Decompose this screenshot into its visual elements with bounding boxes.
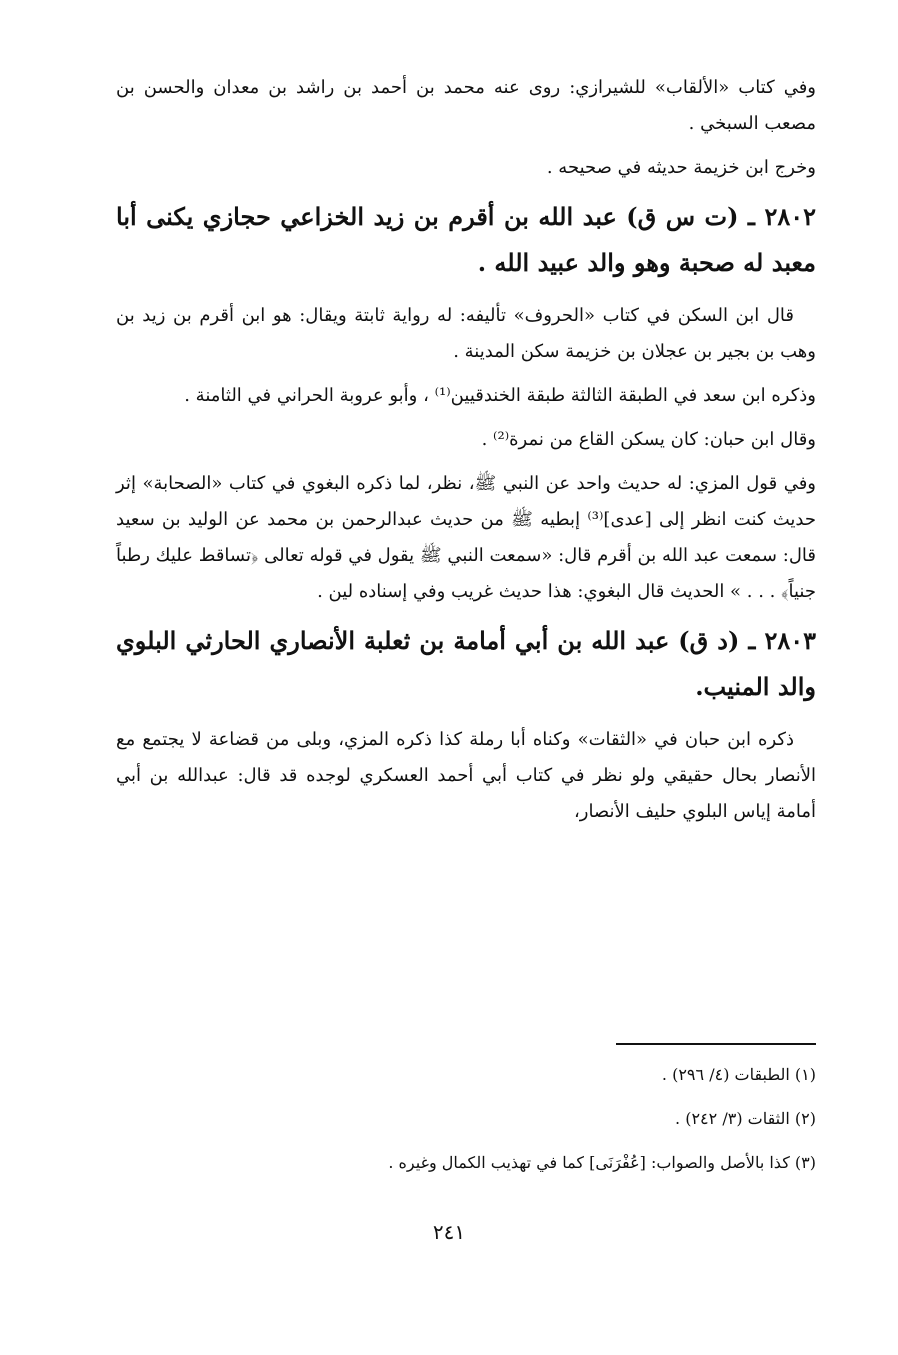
footnote-2: (٢) الثقات (٣/ ٢٤٢) .: [675, 1109, 816, 1128]
paragraph-ibn-saad: وذكره ابن سعد في الطبقة الثالثة طبقة الخندقيين⁽¹⁾ ، وأبو عروبة الحراني في الثامنة .: [184, 385, 816, 406]
entry-heading-2803: ٢٨٠٣ ـ (د ق) عبد الله بن أبي أمامة بن ثعلبة الأنصاري الحارثي البلوي والد المنيب.: [116, 626, 816, 701]
paragraph-ibn-hibban: وقال ابن حبان: كان يسكن القاع من نمرة⁽²⁾ .: [481, 429, 816, 450]
paragraph-almizzi: وفي قول المزي: له حديث واحد عن النبي ﷺ، نظر، لما ذكره البغوي في كتاب «الصحابة» إثر حديث كنت انظر إلى [عدى]⁽³⁾ إبطيه ﷺ من حديث عبدالرحمن بن محمد عن الوليد بن سعيد قال: سمعت عبد الله بن أقرم قال: «سمعت النبي ﷺ يقول في قوله تعالى ﴿تساقط عليك رطباً جنياً﴾ . . . » الحديث قال البغوي: هذا حديث غريب وفي إسناده لين .: [116, 473, 816, 602]
footnote-3: (٣) كذا بالأصل والصواب: [عُفْرَنَى] كما في تهذيب الكمال وغيره .: [388, 1153, 816, 1172]
footnote-1: (١) الطبقات (٤/ ٢٩٦) .: [661, 1065, 816, 1084]
paragraph-ibn-khuzayma: وخرج ابن خزيمة حديثه في صحيحه .: [546, 157, 816, 178]
footnote-divider: [616, 1043, 816, 1045]
paragraph-thiqat: ذكره ابن حبان في «الثقات» وكناه أبا رملة كذا ذكره المزي، وبلى من قضاعة لا يجتمع مع الأنصار بحال حقيقي ولو نظر في كتاب أبي أحمد العسكري لوجده قد قال: عبدالله بن أبي أمامة إياس البلوي حليف الأنصار،: [116, 729, 816, 822]
paragraph-ibn-alsakan: قال ابن السكن في كتاب «الحروف» تأليفه: له رواية ثابتة ويقال: هو ابن أقرم بن زيد بن وهب بن بجير بن عجلان بن خزيمة سكن المدينة .: [116, 305, 816, 362]
page-body: [116, 70, 816, 838]
entry-heading-2802: ٢٨٠٢ ـ (ت س ق) عبد الله بن أقرم بن زيد الخزاعي حجازي يكنى أبا معبد له صحبة وهو والد عبيد الله .: [116, 202, 816, 277]
paragraph-alqab: وفي كتاب «الألقاب» للشيرازي: روى عنه محمد بن أحمد بن راشد بن معدان والحسن بن مصعب السبخي .: [116, 77, 816, 134]
page-number: ٢٤١: [432, 1220, 466, 1244]
footnotes: [116, 1058, 816, 1190]
